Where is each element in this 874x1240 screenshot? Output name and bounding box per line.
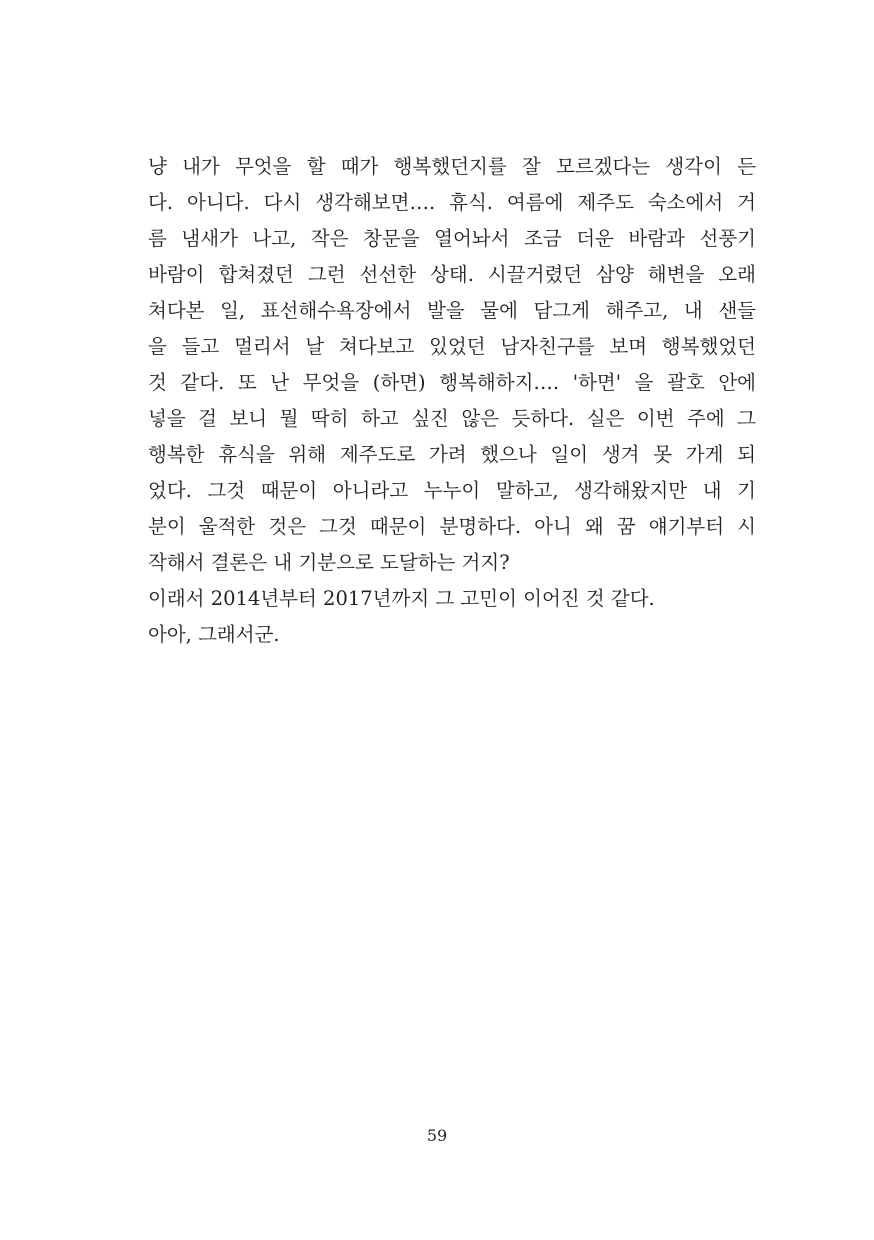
text-line: 이래서 2014년부터 2017년까지 그 고민이 이어진 것 같다. bbox=[148, 587, 655, 610]
text-line: 쳐다본 일, 표선해수욕장에서 발을 물에 담그게 해주고, 내 샌들 bbox=[148, 299, 756, 322]
text-line: 분이 울적한 것은 그것 때문이 분명하다. 아니 왜 꿈 얘기부터 시 bbox=[148, 515, 756, 538]
text-line: 을 들고 멀리서 날 쳐다보고 있었던 남자친구를 보며 행복했었던 bbox=[148, 335, 756, 358]
text-line: 아아, 그래서군. bbox=[148, 623, 280, 646]
text-line: 행복한 휴식을 위해 제주도로 가려 했으나 일이 생겨 못 가게 되 bbox=[148, 443, 756, 466]
text-line: 다. 아니다. 다시 생각해보면…. 휴식. 여름에 제주도 숙소에서 거 bbox=[148, 191, 756, 214]
text-line: 냥 내가 무엇을 할 때가 행복했던지를 잘 모르겠다는 생각이 든 bbox=[148, 155, 756, 178]
text-line: 바람이 합쳐졌던 그런 선선한 상태. 시끌거렸던 삼양 해변을 오래 bbox=[148, 263, 756, 286]
body-text bbox=[148, 149, 756, 653]
text-line: 작해서 결론은 내 기분으로 도달하는 거지? bbox=[148, 551, 510, 574]
text-line: 넣을 걸 보니 뭘 딱히 하고 싶진 않은 듯하다. 실은 이번 주에 그 bbox=[148, 407, 756, 430]
text-line: 름 냄새가 나고, 작은 창문을 열어놔서 조금 더운 바람과 선풍기 bbox=[148, 227, 756, 250]
text-line: 것 같다. 또 난 무엇을 (하면) 행복해하지…. '하면' 을 괄호 안에 bbox=[148, 371, 756, 394]
page-number: 59 bbox=[426, 1126, 448, 1145]
text-line: 었다. 그것 때문이 아니라고 누누이 말하고, 생각해왔지만 내 기 bbox=[148, 479, 756, 502]
